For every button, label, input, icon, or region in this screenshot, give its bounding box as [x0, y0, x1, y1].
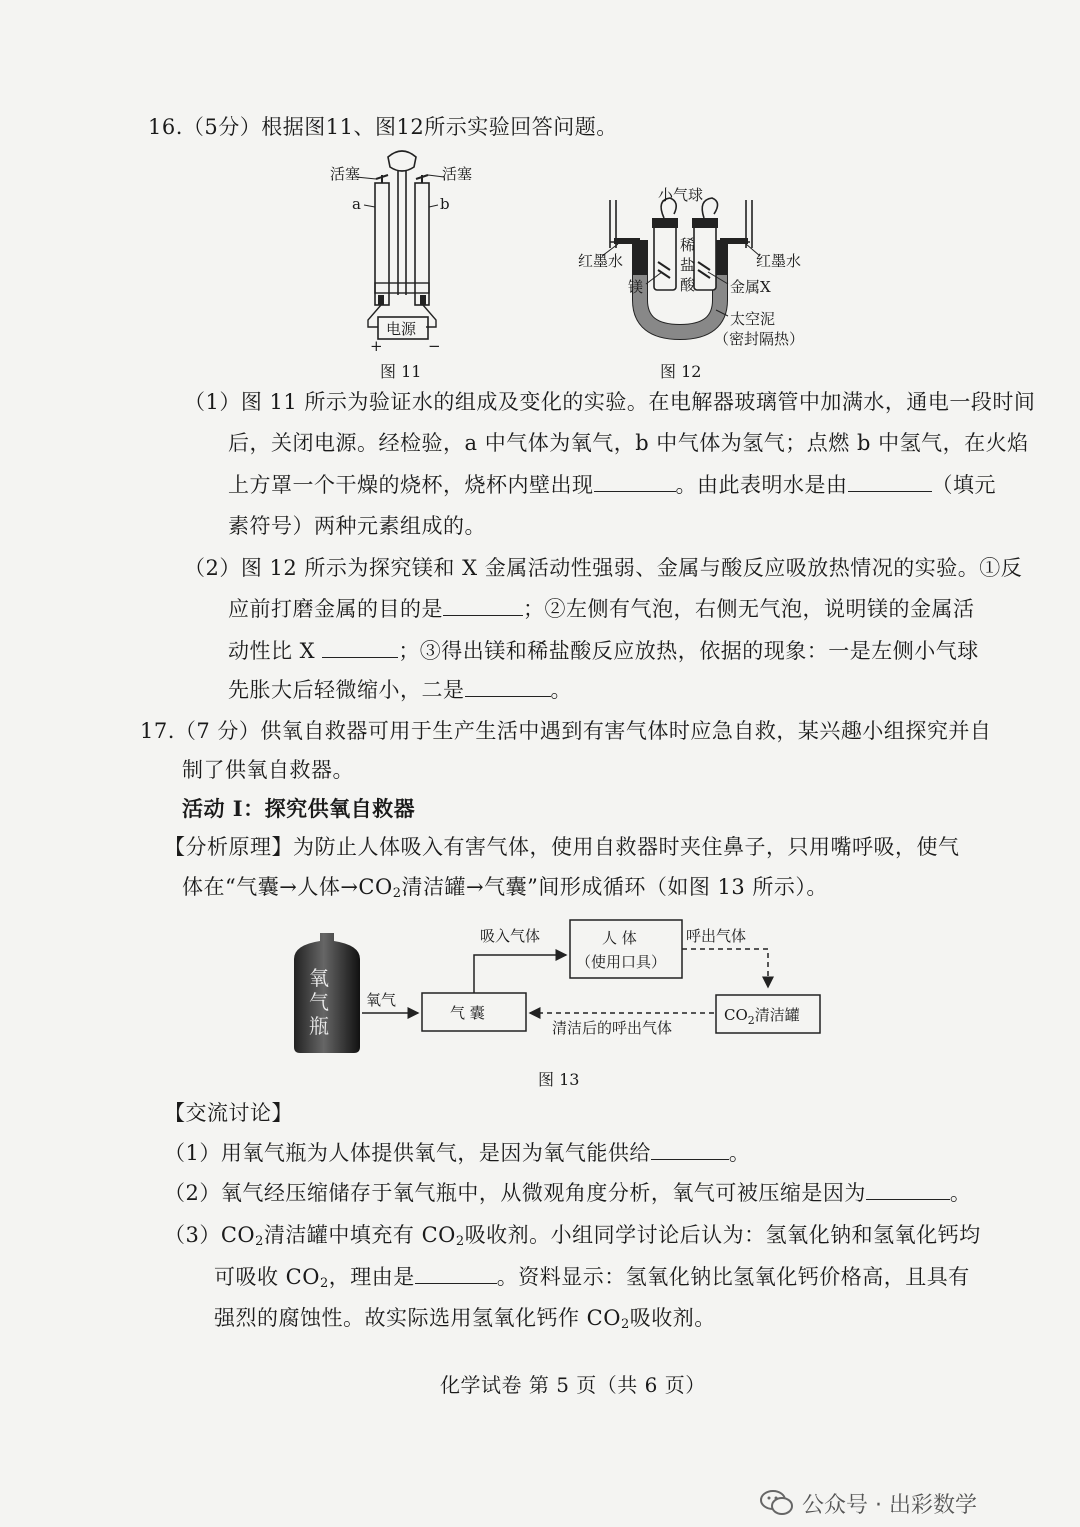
- figure-11-electrolysis: [320, 145, 500, 385]
- q16-p1-line4: 素符号）两种元素组成的。: [228, 514, 486, 538]
- fig13-caption: 图 13: [538, 1070, 580, 1089]
- fig12-dilute-2: 盐: [680, 256, 696, 274]
- q16-p2-line1: （2）图 12 所示为探究镁和 X 金属活动性强弱、金属与酸反应吸放热情况的实验。①反: [184, 556, 1023, 580]
- answer-blank[interactable]: [443, 595, 523, 616]
- page-footer: 化学试卷 第 5 页（共 6 页）: [440, 1373, 706, 1397]
- watermark-text: 公众号 · 出彩数学: [802, 1493, 977, 1518]
- fig12-caption: 图 12: [660, 362, 702, 381]
- fig11-label-a: a: [352, 195, 361, 213]
- answer-blank[interactable]: [465, 676, 551, 697]
- cleaned-gas-label: 清洁后的呼出气体: [552, 1019, 673, 1037]
- answer-blank[interactable]: [594, 471, 676, 492]
- watermark: [760, 1488, 977, 1523]
- q16-p2-line3: 动性比 X ；③得出镁和稀盐酸反应放热，依据的现象：一是左侧小气球: [228, 639, 979, 663]
- fig12-ink-right-label: 红墨水: [756, 252, 802, 270]
- fig12-metal-x-label: 金属X: [730, 278, 771, 296]
- q17-analysis-line2: 体在“气囊→人体$\to CO_2$清洁罐→气囊”间形成循环（如图 13 所示）。: [182, 875, 828, 901]
- q16-p2-line4: 先胀大后轻微缩小，二是 。: [228, 678, 572, 702]
- q17-discussion-heading: 【交流讨论】: [164, 1101, 293, 1125]
- human-box-label: 人 体: [602, 929, 637, 947]
- fig11-stopcock-right-label: 活塞: [442, 165, 473, 183]
- answer-blank[interactable]: [651, 1139, 729, 1160]
- q17-d3-line2: 可吸收 $CO_2$，理由是 。资料显示：氢氧化钠比氢氧化钙价格高，且具有: [214, 1265, 970, 1291]
- fig12-dilute-3: 酸: [680, 276, 696, 294]
- fig12-dilute-1: 稀: [680, 236, 696, 254]
- q16-title: 16.（5分）根据图11、图12所示实验回答问题。: [148, 115, 618, 139]
- human-box-sublabel: （使用口具）: [576, 953, 667, 971]
- q16-p1-line3: 上方罩一个干燥的烧杯，烧杯内壁出现 。由此表明水是由 （填元: [228, 473, 996, 497]
- fig11-minus-label: −: [428, 337, 441, 355]
- airbag-box-label: 气 囊: [450, 1004, 485, 1022]
- fig12-mud-label: 太空泥: [730, 310, 776, 328]
- q17-activity: 活动 I：探究供氧自救器: [182, 796, 416, 821]
- exhale-label: 呼出气体: [686, 927, 747, 945]
- fig12-mud-sealed-label: （密封隔热）: [714, 330, 805, 348]
- q16-p1-line1: （1）图 11 所示为验证水的组成及变化的实验。在电解器玻璃管中加满水，通电一段时间: [184, 390, 1036, 414]
- fig12-ink-left-label: 红墨水: [578, 252, 624, 270]
- q17-line2: 制了供氧自救器。: [182, 758, 354, 782]
- q17-line1: 17.（7 分）供氧自救器可用于生产生活中遇到有害气体时应急自救，某兴趣小组探究并自: [140, 719, 992, 743]
- fig12-balloon-label: 小气球: [658, 186, 704, 204]
- fig12-mg-label: 镁: [628, 278, 644, 296]
- bottle-text-3: 瓶: [309, 1014, 329, 1038]
- bottle-text-2: 气: [309, 990, 329, 1014]
- q17-d1: （1）用氧气瓶为人体提供氧气，是因为氧气能供给 。: [164, 1141, 751, 1165]
- q17-analysis-line1: 【分析原理】为防止人体吸入有害气体，使用自救器时夹住鼻子，只用嘴呼吸，使气: [164, 835, 960, 859]
- inhale-label: 吸入气体: [480, 927, 541, 945]
- q16-p2-line2: 应前打磨金属的目的是 ；②左侧有气泡，右侧无气泡，说明镁的金属活: [228, 597, 975, 621]
- co2-cleaner-label: $CO_2$清洁罐: [724, 1006, 800, 1027]
- fig11-power-label: 电源: [386, 320, 417, 338]
- q17-d2: （2）氧气经压缩储存于氧气瓶中，从微观角度分析，氧气可被压缩是因为 。: [164, 1181, 972, 1205]
- answer-blank[interactable]: [322, 637, 398, 658]
- fig11-label-b: b: [440, 195, 450, 213]
- answer-blank[interactable]: [866, 1179, 950, 1200]
- figure-13-oxygen-cycle: [280, 915, 840, 1095]
- q17-d3-line1: $(3)CO_2$清洁罐中填充有 $CO_2$吸收剂。小组同学讨论后认为：氢氧化钠和氢氧化钙均: [164, 1223, 981, 1249]
- wechat-logo-icon: [760, 1489, 794, 1523]
- figure-12-metal-acid: [570, 180, 820, 385]
- answer-blank[interactable]: [848, 471, 932, 492]
- fig11-plus-label: +: [370, 337, 383, 355]
- bottle-text-1: 氧: [309, 966, 329, 990]
- q16-p1-line2: 后，关闭电源。经检验，a 中气体为氧气，b 中气体为氢气；点燃 b 中氢气，在火焰: [228, 431, 1029, 455]
- q17-d3-line3: 强烈的腐蚀性。故实际选用氢氧化钙作 $CO_2$吸收剂。: [214, 1306, 716, 1332]
- oxygen-arrow-label: 氧气: [366, 991, 397, 1009]
- fig11-caption: 图 11: [380, 362, 422, 381]
- fig11-stopcock-left-label: 活塞: [330, 165, 361, 183]
- answer-blank[interactable]: [415, 1263, 497, 1284]
